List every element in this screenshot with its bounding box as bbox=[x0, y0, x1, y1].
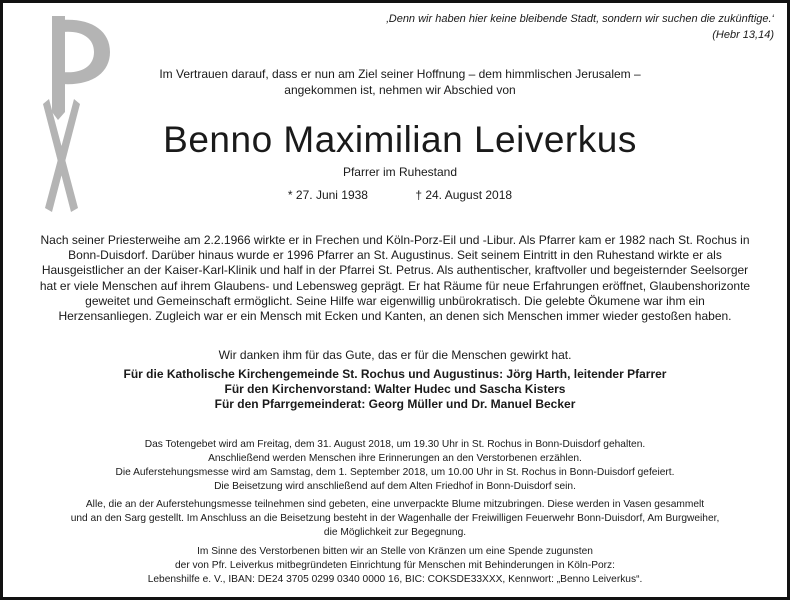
notice-line: Alle, die an der Auferstehungsmesse teilnehmen sind gebeten, eine unverpackte Blume mitzubringen. Diese werden in Vasen gesammelt bbox=[85, 499, 705, 510]
signer-line: Für den Pfarrgemeinderat: Georg Müller und Dr. Manuel Becker bbox=[214, 397, 576, 411]
notice-line: Die Beisetzung wird anschließend auf dem Alten Friedhof in Bonn-Duisdorf sein. bbox=[214, 481, 576, 492]
notice-line: Das Totengebet wird am Freitag, dem 31. August 2018, um 19.30 Uhr in St. Rochus in Bonn-Duisdorf gehalten. bbox=[144, 439, 646, 450]
life-dates bbox=[110, 188, 690, 202]
deceased-name: Benno Maximilian Leiverkus bbox=[163, 119, 637, 160]
biography-line: Hausgeistlicher an der Kaiser-Karl-Klinik und half in der Pfarrei St. Petrus. Als authentischer, kraftvoller und begeisternder Seelsorger bbox=[41, 263, 749, 278]
intro-line: Im Vertrauen darauf, dass er nun am Ziel seiner Hoffnung – dem himmlischen Jerusalem – bbox=[159, 67, 641, 81]
deceased-role: Pfarrer im Ruhestand bbox=[342, 165, 458, 179]
quote-text: ‚Denn wir haben hier keine bleibende Stadt, sondern wir suchen die zukünftige.‘ bbox=[386, 13, 774, 25]
bible-quote bbox=[314, 11, 774, 43]
biography-line: hat er viele Menschen auf ihrem Glaubens- und Lebensweg geprägt. Er hat Räume für neue Erfahrungen eröffnet, Glaubenshorizonte bbox=[39, 278, 751, 293]
notice-line: Im Sinne des Verstorbenen bitten wir an Stelle von Kränzen um eine Spende zugunsten bbox=[197, 546, 593, 557]
biography bbox=[12, 233, 778, 324]
notice-line: und an den Sarg gestellt. Im Anschluss an die Beisetzung besteht in der Wagenhalle der Freiwilligen Feuerwehr Bonn-Duisdorf, Am Burgweiher, bbox=[70, 513, 720, 524]
birth-date: * 27. Juni 1938 bbox=[287, 188, 368, 202]
biography-line: Bonn-Duisdorf. Darüber hinaus wurde er 1996 Pfarrer an St. Augustinus. Seit seinem Eintritt in den Ruhestand wirkte er als bbox=[68, 248, 722, 263]
notice-line: der von Pfr. Leiverkus mitbegründeten Einrichtung für Menschen mit Behinderungen in Köln-Porz: bbox=[174, 560, 615, 571]
flower-notice bbox=[30, 498, 760, 540]
thanks-line: Wir danken ihm für das Gute, das er für die Menschen gewirkt hat. bbox=[218, 348, 572, 362]
donation-notice bbox=[30, 545, 760, 587]
quote-source: (Hebr 13,14) bbox=[712, 29, 774, 41]
signer-line: Für den Kirchenvorstand: Walter Hudec und Sascha Kisters bbox=[224, 382, 566, 396]
biography-line: Herzensanliegen. Zugleich war er ein Mensch mit Ecken und Kanten, an denen sich Menschen immer wieder gestoßen haben. bbox=[58, 309, 732, 324]
service-notice bbox=[30, 438, 760, 494]
intro-text bbox=[120, 66, 680, 98]
notice-line: Anschließend werden Menschen ihre Erinnerungen an den Verstorbenen erzählen. bbox=[208, 453, 582, 464]
notice-line: die Möglichkeit zur Begegnung. bbox=[323, 527, 467, 538]
intro-line: angekommen ist, nehmen wir Abschied von bbox=[284, 83, 516, 97]
death-date: † 24. August 2018 bbox=[415, 188, 513, 202]
notice-line: Lebenshilfe e. V., IBAN: DE24 3705 0299 0340 0000 16, BIC: COKSDE33XXX, Kennwort: „Benno Leiverkus“. bbox=[147, 574, 643, 585]
signer-line: Für die Katholische Kirchengemeinde St. Rochus und Augustinus: Jörg Harth, leitender Pfarrer bbox=[123, 367, 667, 381]
notice-line: Die Auferstehungsmesse wird am Samstag, dem 1. September 2018, um 10.00 Uhr in St. Rochus in Bonn-Duisdorf gefeiert. bbox=[115, 467, 675, 478]
biography-line: geweitet und Gemeinschaft ermöglicht. Seine Hilfe war eigenwillig unbürokratisch. Die gelebte Ökumene war ihm ein bbox=[85, 293, 705, 308]
chi-rho-icon bbox=[38, 8, 118, 218]
biography-line: Nach seiner Priesterweihe am 2.2.1966 wirkte er in Frechen und Köln-Porz-Eil und -Libur. Als Pfarrer kam er 1982 nach St. Rochus in bbox=[40, 233, 750, 247]
signers bbox=[60, 367, 730, 412]
